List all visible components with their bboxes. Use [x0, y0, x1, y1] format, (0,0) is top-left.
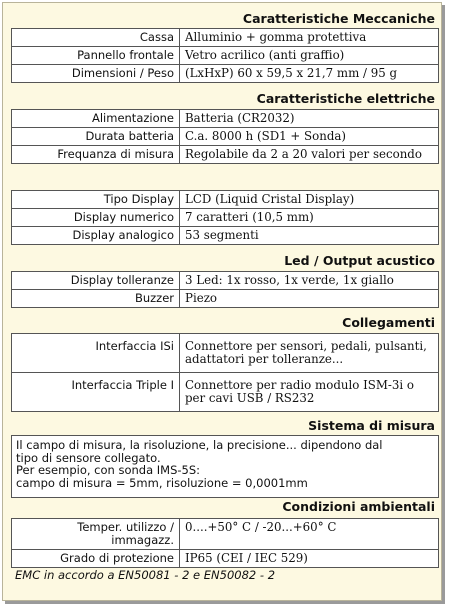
row-value: 3 Led: 1x rosso, 1x verde, 1x giallo: [180, 272, 439, 290]
table-row: [12, 146, 439, 164]
table-row: [12, 519, 439, 550]
row-value: 53 segmenti: [185, 228, 259, 242]
row-label: Buzzer: [12, 290, 180, 308]
led-table: [11, 271, 439, 308]
row-label: Cassa: [12, 29, 180, 47]
table-row: [12, 47, 439, 65]
section-title-environment: Condizioni ambientali: [282, 499, 435, 514]
row-value: 7 caratteri (10,5 mm): [180, 209, 439, 227]
table-row: [12, 29, 439, 47]
row-value: IP65 (CEI / IEC 529): [185, 551, 308, 565]
row-value: Regolabile da 2 a 20 valori per secondo: [185, 147, 422, 161]
table-row: [12, 334, 439, 373]
row-label: Tipo Display: [12, 191, 180, 209]
row-label: Display numerico: [12, 209, 180, 227]
row-label: Frequanza di misura: [12, 146, 180, 164]
table-row: [12, 373, 439, 412]
row-label: Grado di protezione: [12, 550, 180, 568]
environment-table: [11, 518, 439, 568]
electrical-table: [11, 109, 439, 164]
row-value: C.a. 8000 h (SD1 + Sonda): [180, 128, 439, 146]
connections-table: [11, 333, 439, 412]
section-title-led: Led / Output acustico: [284, 253, 435, 268]
row-label: Temper. utilizzo / immagazz.: [12, 519, 180, 550]
row-label: Pannello frontale: [12, 47, 180, 65]
row-value: Vetro acrilico (anti graffio): [180, 47, 439, 65]
emc-footnote: EMC in accordo a EN50081 - 2 e EN50082 - 2: [15, 568, 276, 582]
row-value: 0....+50° C / -20...+60° C: [180, 519, 439, 550]
row-label: Display tolleranze: [12, 272, 180, 290]
row-label: Display analogico: [12, 227, 180, 245]
row-value: Piezo: [185, 291, 218, 305]
measurement-line: tipo di sensore collegato.: [16, 450, 161, 465]
measurement-line: campo di misura = 5mm, risoluzione = 0,0001mm: [16, 475, 308, 490]
measurement-line: Il campo di misura, la risoluzione, la precisione... dipendono dal: [16, 438, 383, 452]
row-value: LCD (Liquid Cristal Display): [180, 191, 439, 209]
table-row: [12, 272, 439, 290]
row-label: Interfaccia ISi: [12, 334, 180, 373]
spec-sheet: [2, 2, 442, 601]
table-row: [12, 227, 439, 245]
row-label: Durata batteria: [12, 128, 180, 146]
measurement-description: [11, 435, 439, 498]
row-value: Connettore per radio modulo ISM-3i o per cavi USB / RS232: [185, 378, 415, 405]
row-label: Interfaccia Triple I: [12, 373, 180, 412]
section-title-electrical: Caratteristiche elettriche: [256, 91, 435, 106]
row-value: Alluminio + gomma protettiva: [180, 29, 439, 47]
table-row: [12, 110, 439, 128]
row-value: Batteria (CR2032): [180, 110, 439, 128]
row-value: (LxHxP) 60 x 59,5 x 21,7 mm / 95 g: [185, 66, 398, 80]
table-row: [12, 290, 439, 308]
table-row: [12, 209, 439, 227]
row-label: Dimensioni / Peso: [12, 65, 180, 83]
table-row: [12, 65, 439, 83]
display-table: [11, 190, 439, 245]
table-row: [12, 191, 439, 209]
row-label: Alimentazione: [12, 110, 180, 128]
section-title-connections: Collegamenti: [342, 315, 435, 330]
mechanical-table: [11, 28, 439, 83]
row-value: Connettore per sensori, pedali, pulsanti, adattatori per tolleranze...: [180, 334, 439, 373]
section-title-mechanical: Caratteristiche Meccaniche: [242, 11, 435, 26]
table-row: [12, 128, 439, 146]
measurement-line: Per esempio, con sonda IMS-5S:: [16, 463, 201, 477]
table-row: [12, 550, 439, 568]
section-title-measurement: Sistema di misura: [308, 418, 435, 433]
